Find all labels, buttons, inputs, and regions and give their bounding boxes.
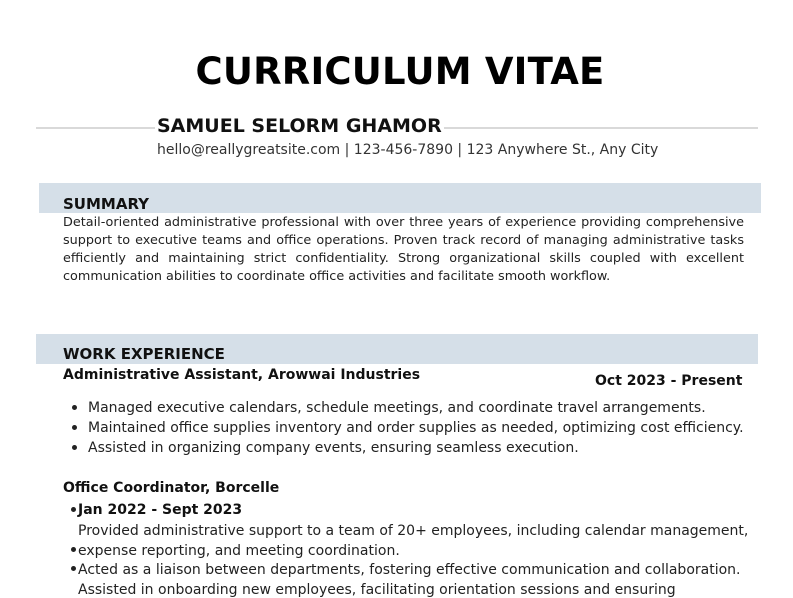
job-line: Assisted in onboarding new employees, facilitating orientation sessions and ensuring [78,582,676,598]
job-line: expense reporting, and meeting coordination. [78,543,400,559]
job-line: Provided administrative support to a team of 20+ employees, including calendar management, [78,523,749,539]
list-item: Managed executive calendars, schedule meetings, and coordinate travel arrangements. [88,398,744,418]
work-experience-heading: WORK EXPERIENCE [63,345,225,363]
bullet-dot [71,507,76,512]
contact-info: hello@reallygreatsite.com | 123-456-7890 | 123 Anywhere St., Any City [157,142,659,158]
bullet-dot [71,547,76,552]
candidate-name: SAMUEL SELORM GHAMOR [157,115,442,137]
summary-text: Detail-oriented administrative professional with over three years of experience providing comprehensive support to executive teams and office operations. Proven track record of managing administrative tasks efficiently and maintaining strict confidentiality. Strong organizational skills coupled with excellent communication abilities to coordinate office activities and facilitate smooth workflow. [63,215,744,284]
summary-heading: SUMMARY [63,195,150,213]
document-title: CURRICULUM VITAE [195,50,605,93]
list-item: Assisted in organizing company events, ensuring seamless execution. [88,438,744,458]
job-title: Administrative Assistant, Arowwai Industries [63,367,421,383]
list-item: Maintained office supplies inventory and order supplies as needed, optimizing cost efficiency. [88,420,744,436]
job-dates: Oct 2023 - Present [595,373,743,389]
job-line: Acted as a liaison between departments, fostering effective communication and collaboration. [78,562,741,578]
bullet-dot [71,566,76,571]
job-dates: Jan 2022 - Sept 2023 [78,502,243,518]
job-bullet-list [88,398,744,458]
job-title: Office Coordinator, Borcelle [63,480,280,496]
